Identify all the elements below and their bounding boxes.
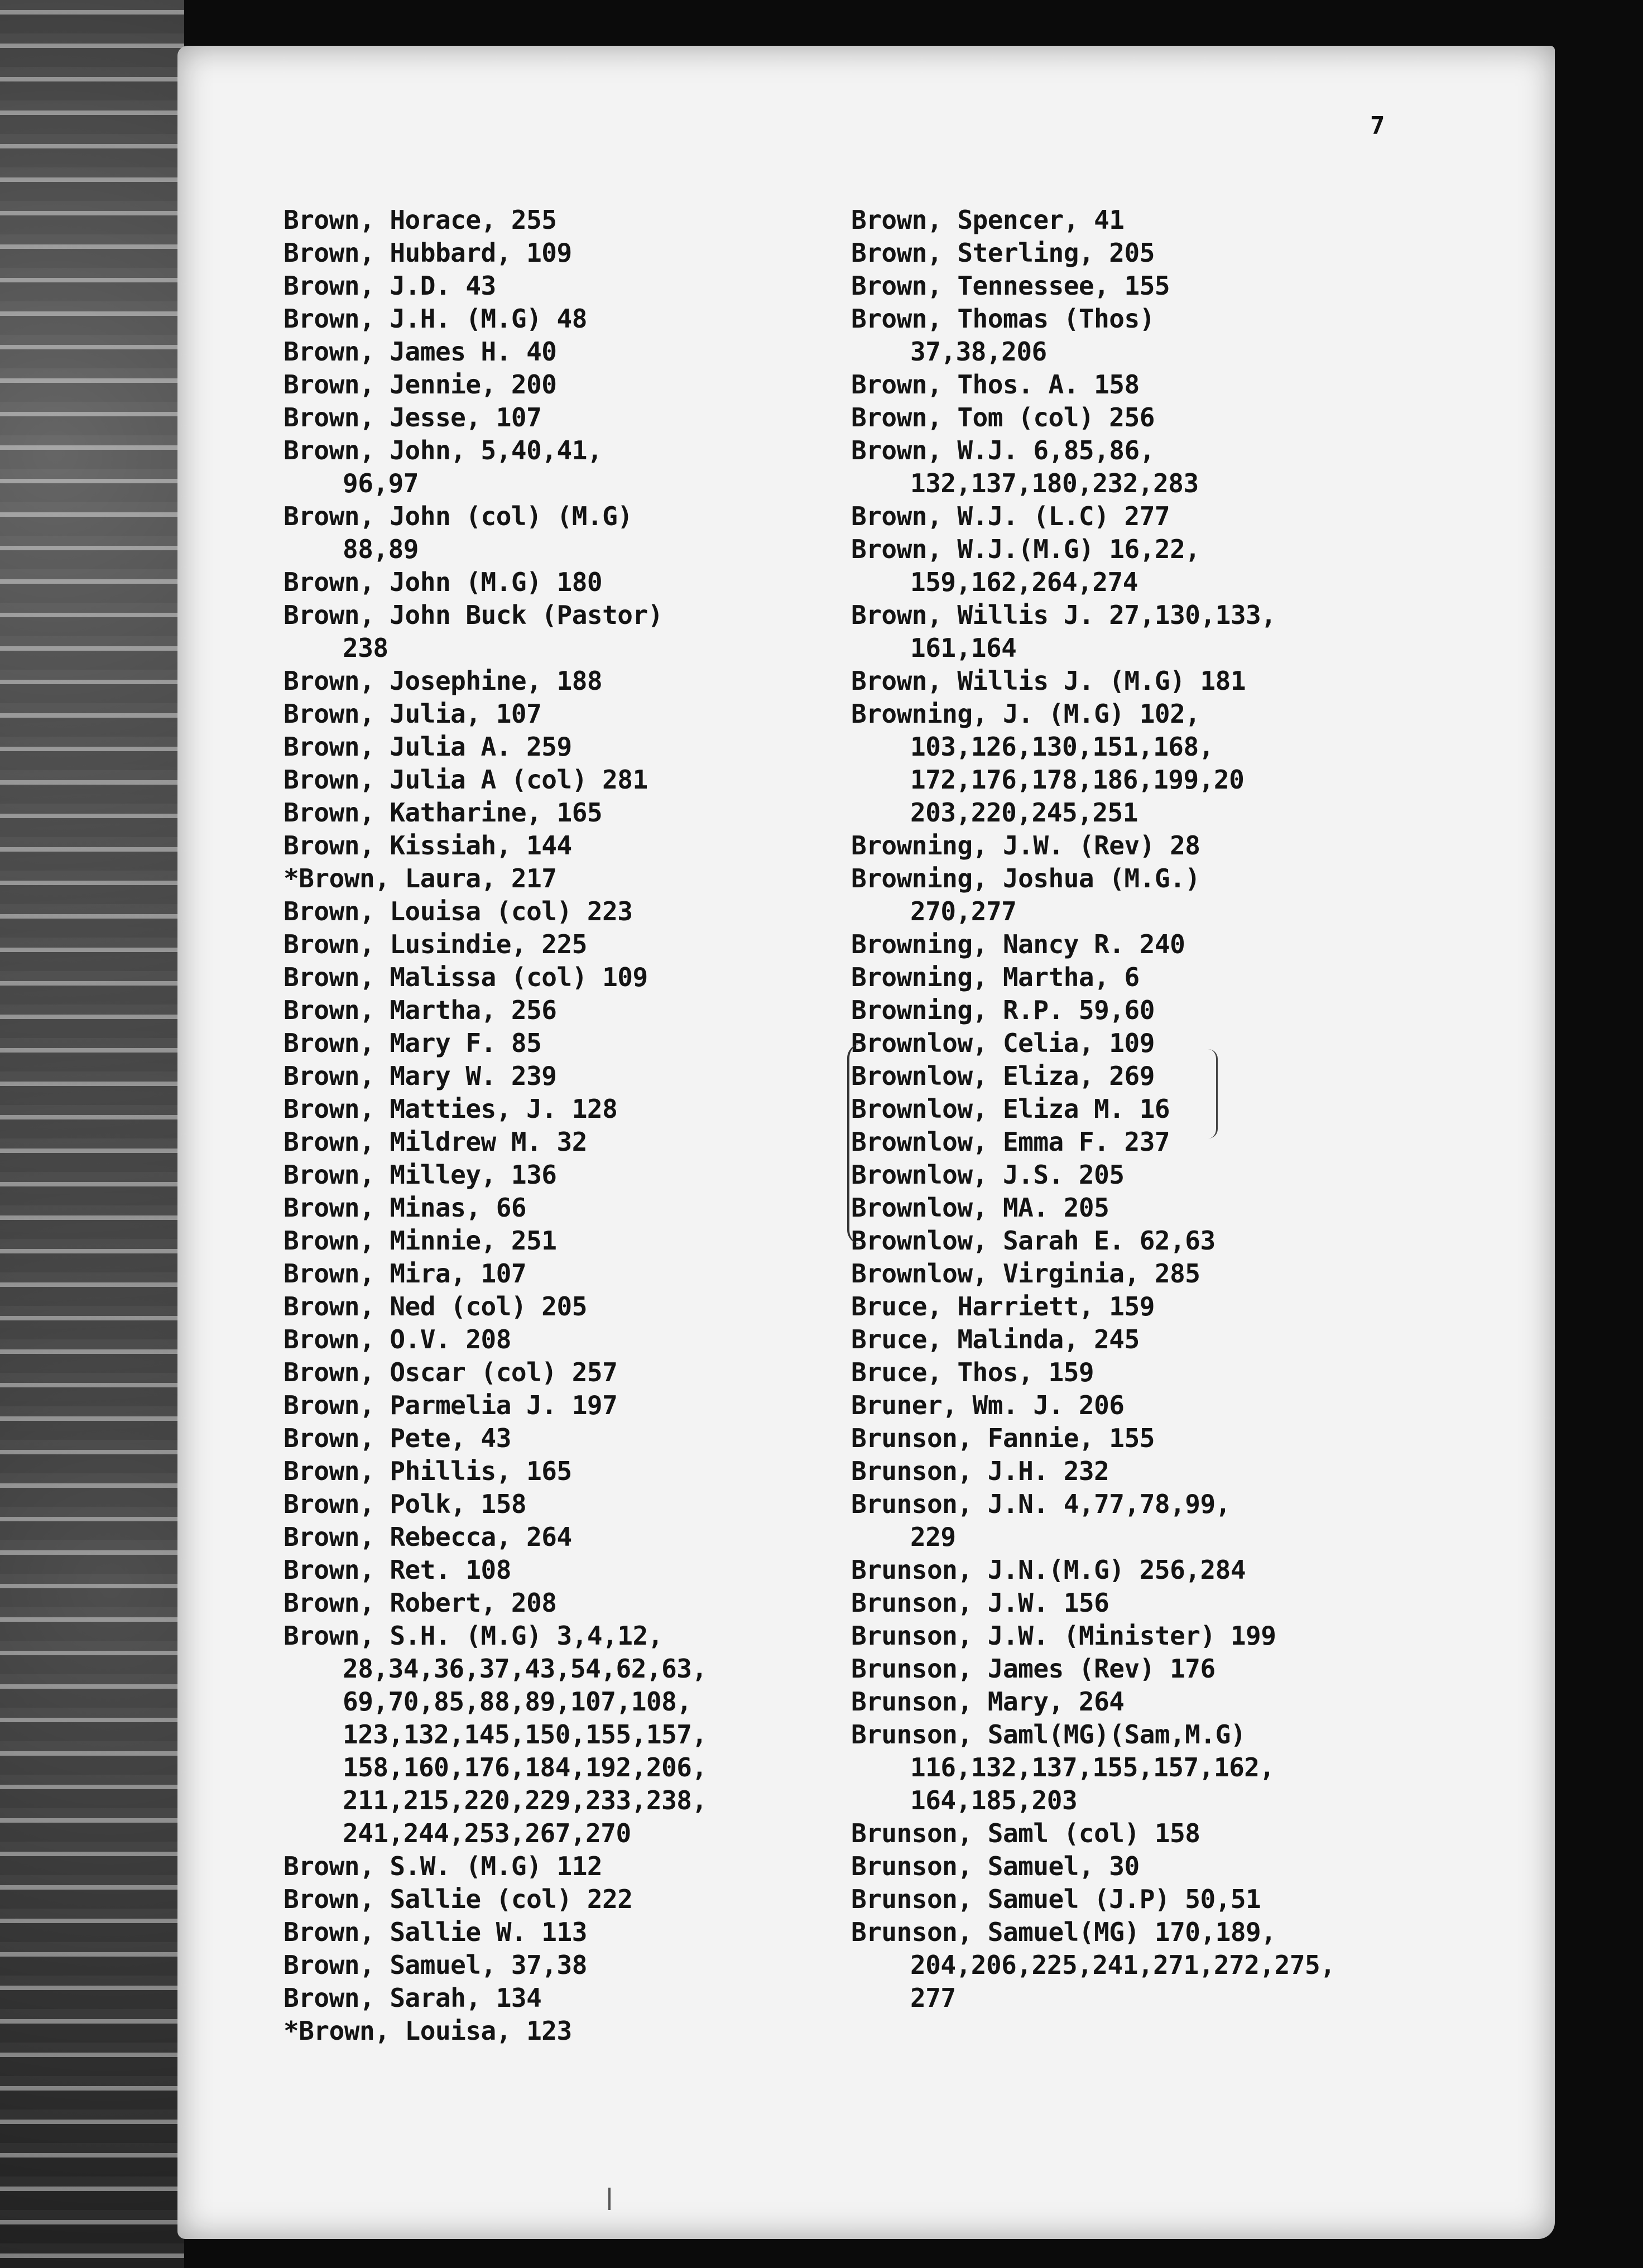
entry-name: Brown, Mildrew M. 32 (284, 1127, 587, 1157)
index-entry (284, 665, 842, 698)
handwritten-bracket-mark (847, 1044, 862, 1244)
entry-name: Brown, Kissiah, 144 (284, 830, 572, 861)
entry-page-refs: 28,34,36,37,43,54,62,63, (343, 1654, 707, 1684)
entry-name: Brown, W.J. 6,85,86, (851, 435, 1155, 465)
index-entry (851, 1191, 1409, 1224)
index-entry (284, 1126, 842, 1159)
index-entry (284, 731, 842, 763)
entry-name: Brown, Sallie (col) 222 (284, 1884, 633, 1914)
index-entry (284, 1060, 842, 1093)
entry-name: Brown, Samuel, 37,38 (284, 1950, 587, 1980)
entry-page-refs: 158,160,176,184,192,206, (343, 1752, 707, 1782)
entry-name: Brunson, J.N.(M.G) 256,284 (851, 1555, 1246, 1585)
index-entry (851, 270, 1409, 302)
index-entry (284, 1257, 842, 1290)
entry-name: Brown, Tom (col) 256 (851, 402, 1155, 433)
entry-page-refs: 88,89 (343, 534, 419, 564)
entry-name: Brown, Willis J. 27,130,133, (851, 600, 1276, 630)
entry-name: Brown, Lusindie, 225 (284, 929, 587, 959)
entry-page-refs: 116,132,137,155,157,162, (910, 1752, 1275, 1782)
index-entry (851, 1916, 1409, 2015)
index-entry (284, 204, 842, 237)
entry-name: Brown, S.W. (M.G) 112 (284, 1851, 603, 1881)
entry-name: Brown, Mira, 107 (284, 1258, 527, 1289)
entry-name: Brown, W.J.(M.G) 16,22, (851, 534, 1200, 564)
index-entry (284, 500, 842, 566)
entry-name: Brown, Katharine, 165 (284, 797, 603, 828)
entry-name: Brownlow, Virginia, 285 (851, 1258, 1200, 1289)
index-entry (851, 1817, 1409, 1850)
index-entry (284, 1191, 842, 1224)
entry-name: Brown, Matties, J. 128 (284, 1094, 618, 1124)
entry-page-refs: 241,244,253,267,270 (343, 1818, 631, 1848)
entry-name: Bruce, Harriett, 159 (851, 1291, 1155, 1322)
entry-name: Brunson, Saml (col) 158 (851, 1818, 1200, 1848)
entry-name: Brown, Hubbard, 109 (284, 238, 572, 268)
entry-name: Brown, Ret. 108 (284, 1555, 511, 1585)
index-column-left (284, 204, 842, 2048)
entry-name: Brown, Polk, 158 (284, 1489, 527, 1519)
index-entry (284, 796, 842, 829)
index-entry (851, 1422, 1409, 1455)
entry-name: Brown, Tennessee, 155 (851, 271, 1170, 301)
index-entry (851, 1455, 1409, 1488)
entry-name: Brown, Parmelia J. 197 (284, 1390, 618, 1420)
entry-name: Brownlow, J.S. 205 (851, 1160, 1125, 1190)
index-entry (851, 961, 1409, 994)
entry-name: Brunson, J.N. 4,77,78,99, (851, 1489, 1231, 1519)
entry-name: Brown, S.H. (M.G) 3,4,12, (284, 1621, 663, 1651)
entry-name: Brunson, James (Rev) 176 (851, 1654, 1216, 1684)
entry-name: Brownlow, Celia, 109 (851, 1028, 1155, 1058)
entry-name: *Brown, Laura, 217 (284, 863, 557, 893)
index-entry (851, 1587, 1409, 1620)
entry-page-refs: 238 (343, 633, 388, 663)
index-entry (851, 1093, 1409, 1126)
index-entry (851, 500, 1409, 533)
entry-name: Brownlow, Emma F. 237 (851, 1127, 1170, 1157)
index-entry (284, 1093, 842, 1126)
index-entry (284, 566, 842, 599)
index-entry (284, 1224, 842, 1257)
index-entry (284, 698, 842, 731)
index-entry (284, 335, 842, 368)
entry-name: *Brown, Louisa, 123 (284, 2016, 572, 2046)
entry-name: Brown, Josephine, 188 (284, 666, 603, 696)
index-entry (851, 1389, 1409, 1422)
index-entry (284, 237, 842, 270)
index-entry (284, 1159, 842, 1191)
index-entry (851, 1652, 1409, 1685)
entry-name: Brunson, J.H. 232 (851, 1456, 1109, 1486)
index-entry (284, 1356, 842, 1389)
index-entry (284, 1389, 842, 1422)
index-entry (284, 895, 842, 928)
entry-page-refs: 161,164 (910, 633, 1017, 663)
entry-name: Brown, Louisa (col) 223 (284, 896, 633, 926)
index-entry (851, 599, 1409, 665)
entry-name: Brunson, Samuel(MG) 170,189, (851, 1917, 1276, 1947)
index-entry (284, 1323, 842, 1356)
index-entry (851, 1883, 1409, 1916)
index-entry (851, 862, 1409, 928)
index-entry (851, 698, 1409, 829)
index-entry (851, 1620, 1409, 1652)
index-entry (851, 994, 1409, 1027)
index-entry (284, 1916, 842, 1949)
entry-name: Brown, Minnie, 251 (284, 1226, 557, 1256)
index-entry (284, 1422, 842, 1455)
entry-name: Brown, John (col) (M.G) (284, 501, 633, 531)
entry-name: Bruce, Thos, 159 (851, 1357, 1094, 1387)
index-entry (851, 302, 1409, 368)
index-entry (284, 1982, 842, 2015)
entry-name: Brunson, Samuel (J.P) 50,51 (851, 1884, 1261, 1914)
entry-page-refs: 203,220,245,251 (910, 797, 1138, 828)
index-entry (851, 1257, 1409, 1290)
entry-name: Brown, Pete, 43 (284, 1423, 511, 1453)
entry-name: Brownlow, MA. 205 (851, 1193, 1109, 1223)
index-entry (284, 1949, 842, 1982)
entry-page-refs: 69,70,85,88,89,107,108, (343, 1686, 692, 1717)
entry-page-refs: 211,215,220,229,233,238, (343, 1785, 707, 1815)
entry-name: Brown, Oscar (col) 257 (284, 1357, 618, 1387)
entry-page-refs: 123,132,145,150,155,157, (343, 1719, 707, 1750)
index-entry (851, 1060, 1409, 1093)
entry-name: Brown, Jennie, 200 (284, 369, 557, 400)
index-entry (851, 1224, 1409, 1257)
index-entry (284, 1290, 842, 1323)
index-entry (284, 1488, 842, 1521)
entry-name: Browning, J.W. (Rev) 28 (851, 830, 1200, 861)
index-entry (851, 1356, 1409, 1389)
index-entry (851, 829, 1409, 862)
entry-name: Brown, Malissa (col) 109 (284, 962, 648, 992)
entry-page-refs: 172,176,178,186,199,20 (910, 765, 1245, 795)
index-column-right (851, 204, 1409, 2015)
entry-name: Brown, J.H. (M.G) 48 (284, 304, 587, 334)
entry-name: Brown, Spencer, 41 (851, 205, 1125, 235)
entry-name: Brown, Minas, 66 (284, 1193, 527, 1223)
entry-name: Brown, Horace, 255 (284, 205, 557, 235)
entry-page-refs: 132,137,180,232,283 (910, 468, 1199, 498)
index-entry (284, 1620, 842, 1850)
index-entry (851, 401, 1409, 434)
entry-page-refs: 37,38,206 (910, 337, 1047, 367)
entry-name: Brown, O.V. 208 (284, 1324, 511, 1354)
entry-name: Brown, Jesse, 107 (284, 402, 542, 433)
index-entry (284, 994, 842, 1027)
index-entry (851, 204, 1409, 237)
entry-name: Browning, R.P. 59,60 (851, 995, 1155, 1025)
entry-name: Brown, Thos. A. 158 (851, 369, 1140, 400)
entry-name: Brownlow, Eliza, 269 (851, 1061, 1155, 1091)
entry-name: Brunson, Mary, 264 (851, 1686, 1125, 1717)
index-entry (284, 1883, 842, 1916)
entry-name: Brown, Ned (col) 205 (284, 1291, 587, 1322)
entry-name: Brown, Willis J. (M.G) 181 (851, 666, 1246, 696)
entry-name: Brownlow, Sarah E. 62,63 (851, 1226, 1216, 1256)
entry-name: Brown, J.D. 43 (284, 271, 496, 301)
entry-page-refs: 229 (910, 1522, 956, 1552)
index-entry (284, 862, 842, 895)
index-entry (851, 665, 1409, 698)
entry-name: Brown, Mary W. 239 (284, 1061, 557, 1091)
pencil-mark (608, 2188, 611, 2210)
entry-name: Brown, Phillis, 165 (284, 1456, 572, 1486)
index-entry (851, 368, 1409, 401)
entry-name: Brown, Sterling, 205 (851, 238, 1155, 268)
index-entry (851, 1850, 1409, 1883)
index-entry (284, 763, 842, 796)
index-entry (284, 961, 842, 994)
index-entry (284, 1027, 842, 1060)
entry-name: Brown, Martha, 256 (284, 995, 557, 1025)
entry-name: Brown, Mary F. 85 (284, 1028, 542, 1058)
entry-name: Brown, Sarah, 134 (284, 1983, 542, 2013)
index-entry (851, 434, 1409, 500)
index-entry (851, 1488, 1409, 1554)
index-entry (284, 1455, 842, 1488)
scan-noise (0, 0, 184, 2268)
entry-name: Brown, Julia A (col) 281 (284, 765, 648, 795)
entry-name: Brown, John Buck (Pastor) (284, 600, 663, 630)
entry-page-refs: 103,126,130,151,168, (910, 732, 1214, 762)
entry-name: Brunson, J.W. (Minister) 199 (851, 1621, 1276, 1651)
entry-name: Brown, Sallie W. 113 (284, 1917, 587, 1947)
index-entry (851, 1290, 1409, 1323)
entry-page-refs: 164,185,203 (910, 1785, 1078, 1815)
index-entry (851, 533, 1409, 599)
entry-page-refs: 159,162,264,274 (910, 567, 1138, 597)
index-entry (851, 1554, 1409, 1587)
index-entry (851, 1718, 1409, 1817)
index-entry (284, 1850, 842, 1883)
index-entry (284, 270, 842, 302)
entry-name: Brunson, Fannie, 155 (851, 1423, 1155, 1453)
entry-name: Brown, Rebecca, 264 (284, 1522, 572, 1552)
index-entry (284, 1587, 842, 1620)
entry-page-refs: 96,97 (343, 468, 419, 498)
entry-name: Bruce, Malinda, 245 (851, 1324, 1140, 1354)
entry-name: Brown, John, 5,40,41, (284, 435, 603, 465)
entry-name: Brunson, Saml(MG)(Sam,M.G) (851, 1719, 1246, 1750)
entry-name: Brown, Robert, 208 (284, 1588, 557, 1618)
entry-name: Brown, W.J. (L.C) 277 (851, 501, 1170, 531)
index-entry (284, 368, 842, 401)
index-entry (284, 928, 842, 961)
entry-name: Brunson, Samuel, 30 (851, 1851, 1140, 1881)
entry-name: Brownlow, Eliza M. 16 (851, 1094, 1170, 1124)
entry-name: Brown, Julia, 107 (284, 699, 542, 729)
entry-page-refs: 277 (910, 1983, 956, 2013)
index-entry (851, 1027, 1409, 1060)
index-entry (851, 1323, 1409, 1356)
page-number: 7 (1370, 112, 1385, 140)
entry-name: Brunson, J.W. 156 (851, 1588, 1109, 1618)
index-entry (851, 1126, 1409, 1159)
entry-name: Browning, Martha, 6 (851, 962, 1140, 992)
index-entry (284, 401, 842, 434)
entry-name: Browning, Joshua (M.G.) (851, 863, 1200, 893)
entry-name: Browning, Nancy R. 240 (851, 929, 1185, 959)
entry-name: Browning, J. (M.G) 102, (851, 699, 1200, 729)
entry-page-refs: 270,277 (910, 896, 1017, 926)
index-entry (284, 1554, 842, 1587)
index-entry (851, 1685, 1409, 1718)
index-entry (284, 302, 842, 335)
index-entry (284, 829, 842, 862)
index-entry (851, 928, 1409, 961)
entry-name: Brown, Milley, 136 (284, 1160, 557, 1190)
index-entry (284, 434, 842, 500)
index-entry (284, 599, 842, 665)
index-entry (284, 2015, 842, 2048)
entry-name: Brown, John (M.G) 180 (284, 567, 603, 597)
entry-name: Brown, Julia A. 259 (284, 732, 572, 762)
handwritten-bracket-mark-right (1208, 1049, 1218, 1138)
index-entry (851, 237, 1409, 270)
entry-page-refs: 204,206,225,241,271,272,275, (910, 1950, 1335, 1980)
entry-name: Brown, Thomas (Thos) (851, 304, 1155, 334)
index-entry (851, 1159, 1409, 1191)
entry-name: Bruner, Wm. J. 206 (851, 1390, 1125, 1420)
entry-name: Brown, James H. 40 (284, 337, 557, 367)
index-entry (284, 1521, 842, 1554)
